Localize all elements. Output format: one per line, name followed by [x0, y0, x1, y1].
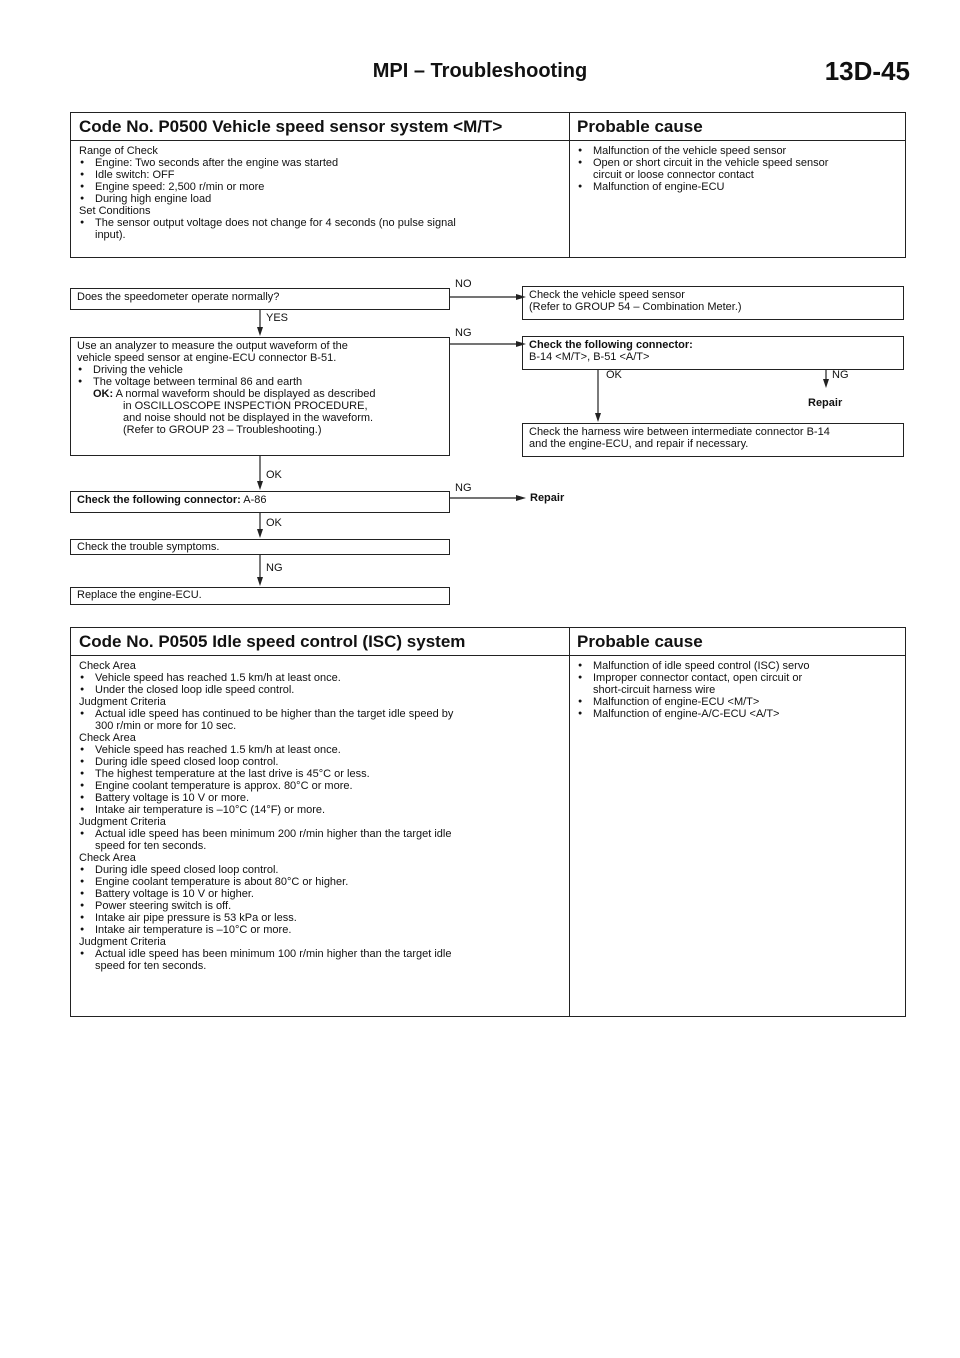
page-number: 13D-45 [824, 56, 910, 86]
bullet-item: ● Battery voltage is 10 V or more. [79, 792, 561, 804]
set-item-continued: input). [95, 229, 126, 241]
step-text: Replace the engine-ECU. [77, 589, 202, 601]
bullet-item: ● Malfunction of idle speed control (ISC) servo [577, 660, 897, 672]
section-heading: Check Area [79, 732, 136, 744]
bullet-item: ● Intake air pipe pressure is 53 kPa or less. [79, 912, 561, 924]
bullet-item: ● Power steering switch is off. [79, 900, 561, 912]
range-item: ● Idle switch: OFF [79, 169, 561, 181]
repair-label: Repair [808, 397, 843, 409]
flow-step-trouble-symptoms [70, 539, 450, 555]
cause-item: ● Malfunction of engine-ECU [577, 181, 897, 193]
bullet-item: ● Vehicle speed has reached 1.5 km/h at least once. [79, 672, 561, 684]
step-text: Check the trouble symptoms. [77, 541, 220, 553]
section-heading: Judgment Criteria [79, 816, 166, 828]
bullet-item: ● During idle speed closed loop control. [79, 756, 561, 768]
step-bullet: ● The voltage between terminal 86 and earth [77, 376, 443, 388]
p0505-causes [569, 656, 905, 720]
flow-step-text: Does the speedometer operate normally? [77, 291, 280, 303]
bullet-item: ● Engine coolant temperature is approx. 80°C or more. [79, 780, 561, 792]
step-bullet: ● Driving the vehicle [77, 364, 443, 376]
flow-step-connector-a86 [70, 491, 450, 513]
label-no: NO [455, 278, 472, 290]
p0500-title: Code No. P0500 Vehicle speed sensor system <M/T> [71, 113, 569, 141]
bullet-item: ● Battery voltage is 10 V or higher. [79, 888, 561, 900]
ok-text: and noise should not be displayed in the waveform. [123, 412, 374, 424]
cause-item-continued: circuit or loose connector contact [593, 169, 754, 181]
bullet-item: ● During idle speed closed loop control. [79, 864, 561, 876]
result-text: Check the vehicle speed sensor [529, 289, 685, 301]
bullet-item: ● Malfunction of engine-ECU <M/T> [577, 696, 897, 708]
step-text: Use an analyzer to measure the output waveform of the [77, 340, 348, 352]
p0505-condition-column [71, 628, 570, 1016]
result-text: Check the harness wire between intermediate connector B-14 [529, 426, 830, 438]
p0500-cause-title: Probable cause [569, 113, 905, 141]
flow-result-check-sensor [522, 286, 904, 320]
ok-criteria [77, 388, 443, 400]
bullet-continued: short-circuit harness wire [593, 684, 716, 696]
bullet-item: ● Malfunction of engine-A/C-ECU <A/T> [577, 708, 897, 720]
code-p0505-table [70, 627, 906, 1017]
ok-text: (Refer to GROUP 23 – Troubleshooting.) [123, 424, 322, 436]
p0505-title: Code No. P0505 Idle speed control (ISC) system [71, 628, 569, 656]
label-ok: OK [266, 469, 282, 481]
ok-key: OK: [93, 388, 114, 400]
flow-result-check-connector [522, 336, 904, 370]
label-ng: NG [455, 327, 472, 339]
flow-result-check-harness [522, 423, 904, 457]
cause-item: ● Open or short circuit in the vehicle speed sensor [577, 157, 897, 169]
bullet-item: ● Intake air temperature is –10°C or more. [79, 924, 561, 936]
bullet-item: ● Vehicle speed has reached 1.5 km/h at least once. [79, 744, 561, 756]
range-heading: Range of Check [79, 145, 158, 157]
range-item: ● During high engine load [79, 193, 561, 205]
label-ng: NG [455, 482, 472, 494]
flow-step-replace-ecu [70, 587, 450, 605]
page-title: MPI – Troubleshooting [372, 60, 588, 82]
result-text: Check the following connector: [529, 339, 693, 351]
bullet-continued: speed for ten seconds. [95, 960, 207, 972]
step-text: A-86 [240, 494, 267, 506]
label-ng: NG [832, 369, 849, 381]
bullet-item: ● The highest temperature at the last drive is 45°C or less. [79, 768, 561, 780]
label-ok: OK [266, 517, 282, 529]
flow-step-speedometer [70, 288, 450, 310]
p0505-cause-title: Probable cause [569, 628, 905, 656]
bullet-item: ● Actual idle speed has been minimum 100 r/min higher than the target idle [79, 948, 561, 960]
bullet-item: ● Engine coolant temperature is about 80°C or higher. [79, 876, 561, 888]
set-item: ● The sensor output voltage does not change for 4 seconds (no pulse signal [79, 217, 561, 229]
bullet-item: ● Intake air temperature is –10°C (14°F) or more. [79, 804, 561, 816]
range-item: ● Engine speed: 2,500 r/min or more [79, 181, 561, 193]
section-heading: Judgment Criteria [79, 696, 166, 708]
bullet-item: ● Actual idle speed has continued to be higher than the target idle speed by [79, 708, 561, 720]
result-text: B-14 <M/T>, B-51 <A/T> [529, 351, 650, 363]
range-item: ● Engine: Two seconds after the engine was started [79, 157, 561, 169]
section-heading: Check Area [79, 660, 136, 672]
bullet-item: ● Improper connector contact, open circuit or [577, 672, 897, 684]
cause-item: ● Malfunction of the vehicle speed sensor [577, 145, 897, 157]
repair-label: Repair [530, 492, 565, 504]
section-heading: Judgment Criteria [79, 936, 166, 948]
ok-text: in OSCILLOSCOPE INSPECTION PROCEDURE, [123, 400, 368, 412]
flow-step-analyzer [70, 337, 450, 456]
p0505-cause-column [569, 628, 905, 1016]
bullet-continued: speed for ten seconds. [95, 840, 207, 852]
ok-text: A normal waveform should be displayed as described [115, 388, 376, 400]
p0505-conditions [71, 656, 569, 972]
bullet-item: ● Under the closed loop idle speed control. [79, 684, 561, 696]
step-text-bold: Check the following connector: [77, 494, 241, 506]
result-text: (Refer to GROUP 54 – Combination Meter.) [529, 301, 742, 313]
bullet-continued: 300 r/min or more for 10 sec. [95, 720, 237, 732]
section-heading: Check Area [79, 852, 136, 864]
step-text: vehicle speed sensor at engine-ECU connector B-51. [77, 352, 337, 364]
label-ok: OK [606, 369, 622, 381]
result-text: and the engine-ECU, and repair if necessary. [529, 438, 749, 450]
label-yes: YES [266, 312, 289, 324]
label-ng: NG [266, 562, 283, 574]
set-heading: Set Conditions [79, 205, 151, 217]
bullet-item: ● Actual idle speed has been minimum 200 r/min higher than the target idle [79, 828, 561, 840]
